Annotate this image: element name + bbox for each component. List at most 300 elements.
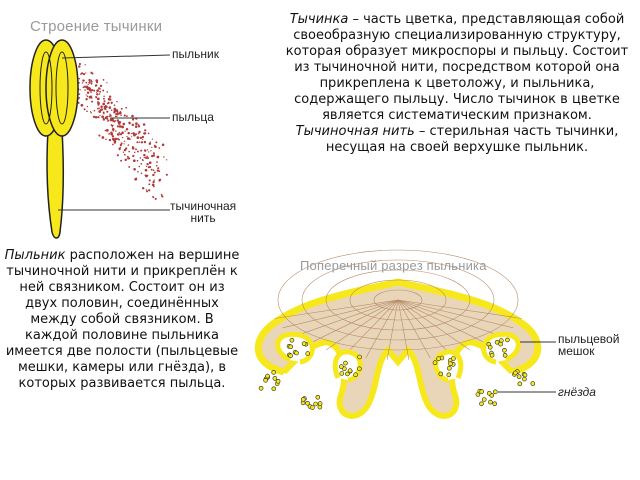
pollen-grain xyxy=(96,81,98,83)
pollen-grain xyxy=(145,169,148,172)
anther-definition-text: расположен на вершине тычиночной нити и прикреплён к ней связником. Состоит он из двух половин, соединённых между собой связником. В каждой половине пыльника имеется две полости (пыльцевые мешки, камеры или гнёзда), в которых развивается пыльца. xyxy=(5,248,240,391)
pollen-grain xyxy=(108,133,110,135)
term-filament: Тычиночная нить xyxy=(295,124,415,139)
pollen-grain xyxy=(132,132,134,134)
stamen-definition xyxy=(284,12,630,156)
label-anther: пыльник xyxy=(172,47,219,61)
term-stamen: Тычинка xyxy=(289,12,349,27)
pollen-grain xyxy=(110,131,113,134)
pollen-grain xyxy=(129,138,131,140)
pollen-grain xyxy=(439,372,443,376)
pollen-grain xyxy=(87,91,89,93)
pollen-grain xyxy=(134,160,136,162)
pollen-grain xyxy=(109,98,111,100)
pollen-grain xyxy=(128,166,130,168)
pollen-grain xyxy=(85,64,86,65)
pollen-grain xyxy=(135,148,137,150)
pollen-grain xyxy=(87,86,88,87)
pollen-grain xyxy=(153,169,155,171)
pollen-grain xyxy=(142,139,143,140)
pollen-grain xyxy=(131,115,134,118)
pollen-grain xyxy=(89,89,92,92)
pollen-grain xyxy=(126,128,129,131)
pollen-grain xyxy=(289,354,293,358)
stamen-figure-title: Строение тычинки xyxy=(30,18,163,35)
pollen-grain xyxy=(148,133,150,135)
pollen-grain xyxy=(155,146,157,148)
pollen-grain xyxy=(144,150,146,152)
pollen-grain xyxy=(124,159,126,161)
stamen-definition-text: – часть цветка, представляющая собой своеобразную специализированную структуру, которая образует микроспоры и пыльцу. Состоит из тычиночной нити, посредством которой она прикреплена к цветоложу, и пыльника, содержащего пыльцу. Число тычинок в цветке является систематическим признаком. xyxy=(285,12,629,123)
pollen-grain xyxy=(141,173,143,175)
pollen-grain xyxy=(119,124,120,125)
pollen-grain xyxy=(84,89,86,91)
pollen-grain xyxy=(505,338,509,342)
pollen-grain xyxy=(146,190,148,192)
pollen-grain xyxy=(161,194,163,196)
pollen-grain xyxy=(131,133,132,134)
pollen-grain xyxy=(273,376,277,380)
pollen-grain xyxy=(113,120,115,122)
pollen-grain xyxy=(117,154,119,156)
pollen-grain xyxy=(437,357,441,361)
pollen-grain xyxy=(93,116,95,118)
pollen-grain xyxy=(128,151,130,153)
pollen-grain xyxy=(112,125,114,127)
pollen-grain xyxy=(503,353,507,357)
pollen-grain xyxy=(499,342,503,346)
pollen-grain xyxy=(99,115,100,116)
pollen-grain xyxy=(146,166,147,167)
pollen-grain xyxy=(94,110,96,112)
pollen-grain xyxy=(138,124,140,126)
pollen-grain xyxy=(157,156,160,159)
pollen-grain xyxy=(145,157,147,159)
pollen-grain xyxy=(314,402,318,406)
pollen-grain xyxy=(103,96,104,97)
pollen-grain xyxy=(523,373,527,377)
pollen-grain xyxy=(119,132,120,133)
pollen-grain xyxy=(96,92,97,93)
pollen-grain xyxy=(91,89,93,91)
pollen-grain xyxy=(128,144,130,146)
pollen-grain xyxy=(100,85,102,87)
pollen-grain xyxy=(163,156,164,157)
pollen-grain xyxy=(111,102,113,104)
pollen-grain xyxy=(137,160,139,162)
pollen-grain xyxy=(85,72,86,73)
pollen-grain xyxy=(128,157,130,159)
pollen-grain xyxy=(85,82,87,84)
pollen-grain xyxy=(132,124,134,126)
anther-cross-section xyxy=(258,250,538,416)
pollen-grain xyxy=(447,373,451,377)
pollen-grain xyxy=(147,175,149,177)
pollen-grain xyxy=(84,86,86,88)
pollen-grain xyxy=(154,172,156,174)
pollen-grain xyxy=(142,187,144,189)
pollen-grain xyxy=(131,136,132,137)
pollen-grain xyxy=(106,91,108,93)
pollen-grain xyxy=(487,391,491,395)
pollen-grain xyxy=(149,179,151,181)
pollen-grain xyxy=(103,118,105,120)
pollen-grain xyxy=(142,160,143,161)
pollen-grain xyxy=(90,96,92,98)
pollen-grain xyxy=(118,122,121,125)
pollen-grain xyxy=(106,111,108,113)
pollen-grain xyxy=(87,106,88,107)
label-pollen-sac xyxy=(558,333,619,357)
pollen-grain xyxy=(105,109,106,110)
pollen-grain xyxy=(140,163,142,165)
pollen-grain xyxy=(116,116,118,118)
pollen-grain xyxy=(531,382,535,386)
pollen-grain xyxy=(339,365,343,369)
pollen-grain xyxy=(139,166,141,168)
pollen-grain xyxy=(109,95,111,97)
pollen-grain xyxy=(143,123,146,126)
pollen-grain xyxy=(112,135,114,137)
pollen-grain xyxy=(106,118,108,120)
pollen-grain xyxy=(144,141,146,143)
pollen-grain xyxy=(132,118,134,120)
pollen-grain xyxy=(133,168,136,171)
pollen-grain xyxy=(116,101,118,103)
pollen-grain xyxy=(124,115,126,117)
label-pollen: пыльца xyxy=(172,110,214,124)
pollen-grain xyxy=(85,98,87,100)
pollen-grain xyxy=(119,111,121,113)
label-pollen-sac-line1: пыльцевой xyxy=(558,332,620,346)
pollen-grain xyxy=(96,93,98,95)
pollen-grain xyxy=(87,95,89,97)
pollen-grain xyxy=(148,189,150,191)
pollen-grain xyxy=(149,161,152,164)
pollen-grain xyxy=(91,101,93,103)
pollen-grain xyxy=(126,115,128,117)
pollen-grain xyxy=(354,373,358,377)
pollen-grain xyxy=(99,88,101,90)
pollen-grain xyxy=(111,124,113,126)
pollen-grain xyxy=(82,82,83,83)
pollen-grain xyxy=(135,122,138,125)
pollen-grain xyxy=(513,371,517,375)
pollen-grain xyxy=(79,63,81,65)
pollen-grain xyxy=(88,84,89,85)
pollen-grain xyxy=(126,136,127,137)
pollen-grain xyxy=(144,157,145,158)
cross-section-title: Поперечный разрез пыльника xyxy=(300,258,487,273)
pollen-grain xyxy=(147,156,148,157)
pollen-grain xyxy=(340,372,344,376)
pollen-grain xyxy=(134,152,135,153)
pollen-grain xyxy=(480,390,484,394)
pollen-grain xyxy=(95,84,97,86)
pollen-grain xyxy=(153,152,155,154)
pollen-grain xyxy=(120,133,122,135)
pollen-grain xyxy=(139,141,141,143)
pollen-grain xyxy=(99,107,100,108)
pollen-grain xyxy=(114,140,116,142)
pollen-grain xyxy=(157,167,159,169)
pollen-grain xyxy=(84,108,86,110)
pollen-grain xyxy=(117,125,119,127)
pollen-grain xyxy=(109,139,111,141)
pollen-grain xyxy=(159,179,161,181)
pollen-grain xyxy=(102,103,105,106)
pollen-grain xyxy=(144,129,146,131)
pollen-grain xyxy=(123,123,126,126)
pollen-grain xyxy=(502,348,506,352)
pollen-grain xyxy=(106,82,107,83)
pollen-grain xyxy=(101,108,104,111)
pollen-grain xyxy=(109,106,112,109)
pollen-grain xyxy=(106,116,108,118)
pollen-grain xyxy=(318,402,322,406)
pollen-grain xyxy=(97,98,100,101)
pollen-grain xyxy=(127,132,130,135)
pollen-grain xyxy=(92,73,94,75)
pollen-grain xyxy=(153,197,154,198)
pollen-grain xyxy=(259,386,263,390)
pollen-grain xyxy=(161,195,163,197)
pollen-grain xyxy=(97,101,99,103)
pollen-grain xyxy=(90,92,91,93)
pollen-grain xyxy=(306,352,310,356)
pollen-grain xyxy=(113,130,115,132)
pollen-grain xyxy=(111,109,113,111)
pollen-grain xyxy=(82,79,84,81)
pollen-grain xyxy=(120,160,122,162)
pollen-grain xyxy=(140,157,142,159)
pollen-grain xyxy=(358,355,362,359)
pollen-grain xyxy=(152,181,154,183)
pollen-grain xyxy=(128,122,130,124)
pollen-grain xyxy=(522,377,526,381)
pollen-grain xyxy=(272,370,276,374)
pollen-grain xyxy=(91,81,93,83)
pollen-grain xyxy=(433,361,437,365)
pollen-grain xyxy=(100,105,103,108)
pollen-grain xyxy=(310,406,314,410)
pollen-grain xyxy=(155,198,157,200)
pollen-grain xyxy=(122,131,124,133)
pollen-grain xyxy=(493,402,497,406)
pollen-grain xyxy=(156,161,158,163)
pollen-grain xyxy=(79,78,81,80)
pollen-grain xyxy=(95,116,98,119)
pollen-grain xyxy=(488,400,492,404)
pollen-grain xyxy=(264,378,268,382)
pollen-grain xyxy=(153,154,155,156)
pollen-grain xyxy=(102,90,104,92)
pollen-grain xyxy=(447,366,451,370)
pollen-grain xyxy=(87,87,90,90)
pollen-grain xyxy=(114,104,116,106)
pollen-grain xyxy=(158,147,160,149)
pollen-grain xyxy=(115,130,116,131)
pollen-grain xyxy=(276,379,280,383)
pollen-grain xyxy=(301,397,305,401)
pollen-grain xyxy=(117,119,119,121)
pollen-grain xyxy=(153,179,155,181)
pollen-grain xyxy=(149,143,151,145)
pollen-grain xyxy=(98,108,99,109)
pollen-grain xyxy=(156,165,158,167)
pollen-grain xyxy=(121,108,123,110)
pollen-grain xyxy=(146,189,147,190)
pollen-grain xyxy=(127,156,129,158)
pollen-grain xyxy=(138,131,140,133)
pollen-grain xyxy=(120,144,122,146)
pollen-grain xyxy=(116,113,118,115)
pollen-grain xyxy=(110,115,112,117)
pollen-grain xyxy=(158,170,160,172)
pollen-grain xyxy=(134,178,137,181)
pollen-grain xyxy=(166,174,168,176)
pollen-grain xyxy=(289,345,293,349)
pollen-grain xyxy=(166,159,167,160)
pollen-grain xyxy=(449,362,453,366)
pollen-grain xyxy=(106,129,109,132)
pollen-grain xyxy=(162,144,165,147)
pollen-grain xyxy=(119,125,121,127)
pollen-grain xyxy=(137,171,139,173)
pollen-grain xyxy=(316,395,320,399)
pollen-grain xyxy=(488,345,492,349)
pollen-grain xyxy=(103,98,105,100)
pollen-grain xyxy=(490,353,494,357)
anther-definition xyxy=(4,248,240,392)
label-filament-line2: нить xyxy=(190,211,216,225)
pollen-grain xyxy=(135,125,136,126)
pollen-grain xyxy=(142,136,144,138)
pollen-grain xyxy=(80,73,82,75)
pollen-grain xyxy=(125,107,127,109)
pollen-grain xyxy=(110,119,113,122)
pollen-grain xyxy=(451,357,455,361)
pollen-grain xyxy=(120,115,121,116)
pollen-grain xyxy=(152,138,153,139)
pollen-grain xyxy=(132,147,135,150)
label-pollen-sac-line2: мешок xyxy=(558,344,595,358)
pollen-grain xyxy=(124,154,126,156)
pollen-grain xyxy=(344,361,348,365)
pollen-grain xyxy=(148,166,150,168)
pollen-grain xyxy=(79,89,80,90)
pollen-grain xyxy=(155,141,157,143)
pollen-grain xyxy=(295,351,299,355)
pollen-grain xyxy=(144,132,146,134)
pollen-grain xyxy=(348,369,352,373)
pollen-grain xyxy=(101,115,104,118)
pollen-grain xyxy=(493,390,497,394)
pollen-grain xyxy=(112,144,114,146)
pollen-grain xyxy=(290,338,294,342)
pollen-grain xyxy=(81,104,84,107)
label-filament xyxy=(170,200,236,224)
pollen-grain xyxy=(119,149,121,151)
pollen-grain xyxy=(518,382,522,386)
pollen-grain xyxy=(146,163,148,165)
pollen-grain xyxy=(137,136,140,139)
pollen-grain xyxy=(141,141,143,143)
pollen-grain xyxy=(83,73,85,75)
pollen-grain xyxy=(357,367,361,371)
pollen-grain xyxy=(136,141,138,143)
pollen-grain xyxy=(102,136,105,139)
pollen-grain xyxy=(97,116,99,118)
pollen-grain xyxy=(123,143,124,144)
pollen-grain xyxy=(79,93,81,95)
filament xyxy=(47,130,63,238)
pollen-grain xyxy=(89,81,90,82)
pollen-grain xyxy=(123,152,124,153)
anther-lobe-right xyxy=(46,40,78,136)
pollen-grain xyxy=(105,106,108,109)
pollen-grain xyxy=(152,174,154,176)
pollen-grain xyxy=(103,100,105,102)
pollen-grain xyxy=(148,183,150,185)
pollen-grain xyxy=(105,139,107,141)
pollen-grain xyxy=(86,94,87,95)
pollen-grain xyxy=(480,402,484,406)
pollen-grain xyxy=(99,93,101,95)
pollen-grain xyxy=(107,102,109,104)
pollen-grain xyxy=(137,151,139,153)
pollen-grain xyxy=(147,149,148,150)
pollen-grain xyxy=(99,91,101,93)
pollen-grain xyxy=(272,387,276,391)
filament-definition-text: – стерильная часть тычинки, несущая на своей верхушке пыльник. xyxy=(325,124,619,155)
pollen-grain xyxy=(112,126,113,127)
pollen-grain xyxy=(90,111,91,112)
pollen-grain xyxy=(90,112,91,113)
pollen-grain xyxy=(140,137,142,139)
pollen-grain xyxy=(103,113,105,115)
pollen-grain xyxy=(124,131,125,132)
pollen-sac-left-outer xyxy=(278,334,313,362)
pollen-grain xyxy=(153,186,155,188)
pollen-grain xyxy=(517,375,521,379)
pollen-grain xyxy=(140,150,142,152)
pollen-grain xyxy=(117,111,119,113)
pollen-grain xyxy=(482,398,486,402)
pollen-grain xyxy=(95,96,97,98)
pollen-grain xyxy=(132,155,134,157)
pollen-grain xyxy=(125,147,127,149)
pollen-grain xyxy=(148,151,149,152)
label-nests: гнёзда xyxy=(558,385,596,399)
pollen-grain xyxy=(107,120,109,122)
pollen-grain xyxy=(103,79,105,81)
term-anther: Пыльник xyxy=(4,248,66,263)
pollen-grain xyxy=(151,169,153,171)
pollen-grain xyxy=(98,135,100,137)
pollen-grain xyxy=(114,138,117,141)
pollen-grain xyxy=(86,110,88,112)
pollen-grain xyxy=(302,342,306,346)
pollen-grain xyxy=(96,89,99,92)
pollen-grain xyxy=(97,104,99,106)
pollen-grain xyxy=(266,374,270,378)
pollen-grain xyxy=(143,154,145,156)
pollen-grain xyxy=(91,80,92,81)
pollen-grain xyxy=(118,139,120,141)
pollen-grain xyxy=(91,83,93,85)
pollen-grain xyxy=(150,150,151,151)
